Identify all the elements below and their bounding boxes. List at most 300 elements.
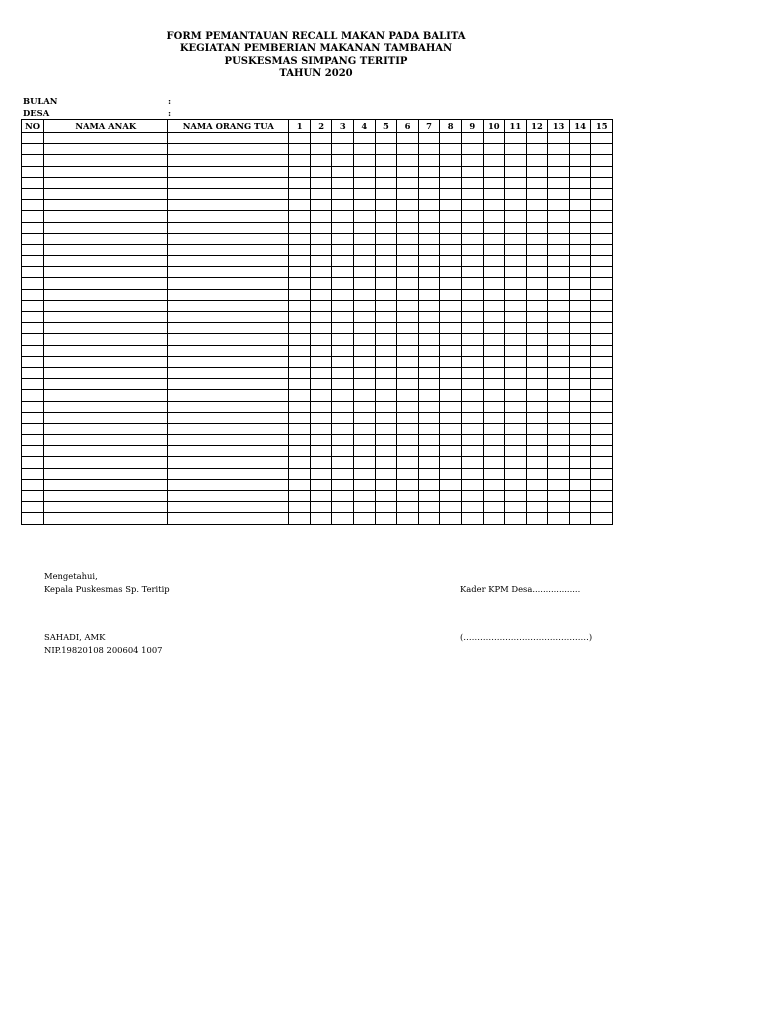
table-cell[interactable]	[440, 457, 462, 468]
table-cell[interactable]	[375, 155, 397, 166]
table-cell[interactable]	[569, 144, 591, 155]
table-cell[interactable]	[461, 289, 483, 300]
table-cell[interactable]	[569, 155, 591, 166]
table-cell[interactable]	[22, 267, 44, 278]
table-cell[interactable]	[440, 345, 462, 356]
table-cell[interactable]	[289, 412, 311, 423]
table-cell[interactable]	[375, 244, 397, 255]
table-cell[interactable]	[289, 300, 311, 311]
table-cell[interactable]	[332, 312, 354, 323]
table-cell[interactable]	[548, 502, 570, 513]
table-cell[interactable]	[397, 133, 419, 144]
table-cell[interactable]	[505, 379, 527, 390]
table-cell[interactable]	[310, 144, 332, 155]
table-cell[interactable]	[397, 435, 419, 446]
table-cell[interactable]	[505, 188, 527, 199]
table-cell[interactable]	[44, 468, 168, 479]
table-cell[interactable]	[332, 155, 354, 166]
table-cell[interactable]	[548, 144, 570, 155]
table-cell[interactable]	[591, 435, 613, 446]
table-cell[interactable]	[168, 401, 289, 412]
table-cell[interactable]	[168, 177, 289, 188]
table-cell[interactable]	[569, 323, 591, 334]
table-cell[interactable]	[548, 446, 570, 457]
table-cell[interactable]	[526, 200, 548, 211]
table-cell[interactable]	[548, 334, 570, 345]
table-cell[interactable]	[548, 345, 570, 356]
table-cell[interactable]	[505, 211, 527, 222]
table-cell[interactable]	[354, 256, 376, 267]
table-cell[interactable]	[440, 502, 462, 513]
table-cell[interactable]	[397, 323, 419, 334]
table-cell[interactable]	[44, 222, 168, 233]
table-cell[interactable]	[289, 502, 311, 513]
table-cell[interactable]	[591, 367, 613, 378]
table-cell[interactable]	[397, 278, 419, 289]
table-cell[interactable]	[168, 211, 289, 222]
table-cell[interactable]	[22, 323, 44, 334]
table-cell[interactable]	[332, 200, 354, 211]
table-cell[interactable]	[461, 513, 483, 524]
table-cell[interactable]	[332, 300, 354, 311]
table-cell[interactable]	[505, 222, 527, 233]
table-cell[interactable]	[44, 289, 168, 300]
table-cell[interactable]	[332, 367, 354, 378]
table-cell[interactable]	[461, 468, 483, 479]
table-cell[interactable]	[332, 267, 354, 278]
table-cell[interactable]	[397, 211, 419, 222]
table-cell[interactable]	[22, 423, 44, 434]
table-cell[interactable]	[289, 166, 311, 177]
table-cell[interactable]	[22, 513, 44, 524]
table-cell[interactable]	[397, 479, 419, 490]
table-cell[interactable]	[397, 188, 419, 199]
table-cell[interactable]	[526, 446, 548, 457]
table-cell[interactable]	[397, 446, 419, 457]
table-cell[interactable]	[418, 491, 440, 502]
table-cell[interactable]	[289, 491, 311, 502]
table-cell[interactable]	[168, 457, 289, 468]
table-cell[interactable]	[591, 379, 613, 390]
table-cell[interactable]	[591, 312, 613, 323]
table-cell[interactable]	[526, 211, 548, 222]
table-cell[interactable]	[591, 222, 613, 233]
table-cell[interactable]	[22, 222, 44, 233]
table-cell[interactable]	[289, 457, 311, 468]
table-cell[interactable]	[332, 356, 354, 367]
table-cell[interactable]	[569, 200, 591, 211]
table-cell[interactable]	[354, 300, 376, 311]
table-cell[interactable]	[591, 502, 613, 513]
table-cell[interactable]	[375, 133, 397, 144]
table-cell[interactable]	[332, 401, 354, 412]
table-cell[interactable]	[548, 412, 570, 423]
table-cell[interactable]	[548, 479, 570, 490]
table-cell[interactable]	[483, 211, 505, 222]
table-cell[interactable]	[22, 177, 44, 188]
table-cell[interactable]	[440, 188, 462, 199]
table-cell[interactable]	[569, 513, 591, 524]
table-cell[interactable]	[548, 188, 570, 199]
table-cell[interactable]	[440, 446, 462, 457]
table-cell[interactable]	[548, 244, 570, 255]
table-cell[interactable]	[526, 267, 548, 278]
table-cell[interactable]	[397, 412, 419, 423]
table-cell[interactable]	[168, 278, 289, 289]
table-cell[interactable]	[354, 289, 376, 300]
table-cell[interactable]	[310, 222, 332, 233]
table-cell[interactable]	[397, 177, 419, 188]
table-cell[interactable]	[354, 513, 376, 524]
table-cell[interactable]	[332, 468, 354, 479]
table-cell[interactable]	[44, 435, 168, 446]
table-cell[interactable]	[418, 367, 440, 378]
table-cell[interactable]	[310, 133, 332, 144]
table-cell[interactable]	[289, 144, 311, 155]
table-cell[interactable]	[168, 468, 289, 479]
table-cell[interactable]	[289, 345, 311, 356]
table-cell[interactable]	[332, 177, 354, 188]
table-cell[interactable]	[289, 177, 311, 188]
table-cell[interactable]	[375, 267, 397, 278]
table-cell[interactable]	[461, 300, 483, 311]
table-cell[interactable]	[505, 491, 527, 502]
table-cell[interactable]	[418, 412, 440, 423]
table-cell[interactable]	[22, 345, 44, 356]
table-cell[interactable]	[354, 423, 376, 434]
table-cell[interactable]	[168, 166, 289, 177]
table-cell[interactable]	[289, 323, 311, 334]
table-cell[interactable]	[440, 435, 462, 446]
table-cell[interactable]	[418, 166, 440, 177]
table-cell[interactable]	[461, 446, 483, 457]
table-cell[interactable]	[548, 435, 570, 446]
table-cell[interactable]	[332, 256, 354, 267]
table-cell[interactable]	[354, 367, 376, 378]
table-cell[interactable]	[526, 412, 548, 423]
table-cell[interactable]	[440, 479, 462, 490]
table-cell[interactable]	[354, 133, 376, 144]
table-cell[interactable]	[483, 479, 505, 490]
table-cell[interactable]	[22, 256, 44, 267]
table-cell[interactable]	[397, 300, 419, 311]
table-cell[interactable]	[375, 379, 397, 390]
table-cell[interactable]	[44, 233, 168, 244]
table-cell[interactable]	[569, 233, 591, 244]
table-cell[interactable]	[375, 188, 397, 199]
table-cell[interactable]	[22, 390, 44, 401]
table-cell[interactable]	[569, 446, 591, 457]
table-cell[interactable]	[418, 188, 440, 199]
table-cell[interactable]	[354, 200, 376, 211]
table-cell[interactable]	[569, 468, 591, 479]
table-cell[interactable]	[526, 155, 548, 166]
table-cell[interactable]	[461, 491, 483, 502]
table-cell[interactable]	[483, 155, 505, 166]
table-cell[interactable]	[461, 334, 483, 345]
table-cell[interactable]	[461, 367, 483, 378]
table-cell[interactable]	[22, 211, 44, 222]
table-cell[interactable]	[526, 166, 548, 177]
table-cell[interactable]	[440, 468, 462, 479]
table-cell[interactable]	[483, 468, 505, 479]
table-cell[interactable]	[483, 278, 505, 289]
table-cell[interactable]	[548, 278, 570, 289]
table-cell[interactable]	[310, 479, 332, 490]
table-cell[interactable]	[526, 300, 548, 311]
table-cell[interactable]	[332, 278, 354, 289]
table-cell[interactable]	[418, 278, 440, 289]
table-cell[interactable]	[548, 166, 570, 177]
table-cell[interactable]	[483, 300, 505, 311]
table-cell[interactable]	[526, 177, 548, 188]
table-cell[interactable]	[354, 435, 376, 446]
table-cell[interactable]	[332, 345, 354, 356]
table-cell[interactable]	[375, 390, 397, 401]
table-cell[interactable]	[168, 289, 289, 300]
table-cell[interactable]	[168, 390, 289, 401]
table-cell[interactable]	[332, 144, 354, 155]
table-cell[interactable]	[375, 300, 397, 311]
table-cell[interactable]	[483, 244, 505, 255]
table-cell[interactable]	[591, 200, 613, 211]
table-cell[interactable]	[526, 390, 548, 401]
table-cell[interactable]	[591, 300, 613, 311]
table-cell[interactable]	[461, 412, 483, 423]
table-cell[interactable]	[397, 256, 419, 267]
table-cell[interactable]	[591, 513, 613, 524]
table-cell[interactable]	[569, 244, 591, 255]
table-cell[interactable]	[310, 278, 332, 289]
table-cell[interactable]	[332, 457, 354, 468]
table-cell[interactable]	[483, 412, 505, 423]
table-cell[interactable]	[354, 334, 376, 345]
table-cell[interactable]	[354, 177, 376, 188]
table-cell[interactable]	[569, 177, 591, 188]
table-cell[interactable]	[168, 200, 289, 211]
table-cell[interactable]	[440, 144, 462, 155]
table-cell[interactable]	[461, 244, 483, 255]
table-cell[interactable]	[505, 244, 527, 255]
table-cell[interactable]	[397, 356, 419, 367]
table-cell[interactable]	[44, 300, 168, 311]
table-cell[interactable]	[397, 468, 419, 479]
table-cell[interactable]	[483, 267, 505, 278]
table-cell[interactable]	[461, 390, 483, 401]
table-cell[interactable]	[310, 188, 332, 199]
table-cell[interactable]	[44, 423, 168, 434]
table-cell[interactable]	[548, 513, 570, 524]
table-cell[interactable]	[289, 312, 311, 323]
table-cell[interactable]	[332, 222, 354, 233]
table-cell[interactable]	[332, 412, 354, 423]
table-cell[interactable]	[375, 502, 397, 513]
table-cell[interactable]	[289, 289, 311, 300]
table-cell[interactable]	[22, 133, 44, 144]
table-cell[interactable]	[461, 144, 483, 155]
table-cell[interactable]	[418, 267, 440, 278]
table-cell[interactable]	[569, 222, 591, 233]
table-cell[interactable]	[505, 401, 527, 412]
table-cell[interactable]	[289, 390, 311, 401]
table-cell[interactable]	[440, 513, 462, 524]
table-cell[interactable]	[168, 491, 289, 502]
table-cell[interactable]	[289, 233, 311, 244]
table-cell[interactable]	[375, 401, 397, 412]
table-cell[interactable]	[418, 446, 440, 457]
table-cell[interactable]	[483, 356, 505, 367]
table-cell[interactable]	[505, 479, 527, 490]
table-cell[interactable]	[483, 457, 505, 468]
table-cell[interactable]	[44, 256, 168, 267]
table-cell[interactable]	[44, 323, 168, 334]
table-cell[interactable]	[591, 211, 613, 222]
table-cell[interactable]	[418, 256, 440, 267]
table-cell[interactable]	[397, 457, 419, 468]
table-cell[interactable]	[440, 155, 462, 166]
table-cell[interactable]	[375, 356, 397, 367]
table-cell[interactable]	[548, 312, 570, 323]
table-cell[interactable]	[310, 457, 332, 468]
table-cell[interactable]	[354, 323, 376, 334]
table-cell[interactable]	[548, 289, 570, 300]
table-cell[interactable]	[44, 267, 168, 278]
table-cell[interactable]	[44, 211, 168, 222]
table-cell[interactable]	[44, 491, 168, 502]
table-cell[interactable]	[44, 379, 168, 390]
table-cell[interactable]	[418, 200, 440, 211]
table-cell[interactable]	[526, 244, 548, 255]
table-cell[interactable]	[569, 435, 591, 446]
table-cell[interactable]	[354, 401, 376, 412]
table-cell[interactable]	[440, 222, 462, 233]
table-cell[interactable]	[22, 367, 44, 378]
table-cell[interactable]	[310, 345, 332, 356]
table-cell[interactable]	[548, 177, 570, 188]
table-cell[interactable]	[44, 144, 168, 155]
table-cell[interactable]	[375, 289, 397, 300]
table-cell[interactable]	[44, 155, 168, 166]
table-cell[interactable]	[289, 155, 311, 166]
table-cell[interactable]	[483, 401, 505, 412]
table-cell[interactable]	[354, 491, 376, 502]
table-cell[interactable]	[289, 278, 311, 289]
table-cell[interactable]	[591, 345, 613, 356]
table-cell[interactable]	[591, 144, 613, 155]
table-cell[interactable]	[332, 334, 354, 345]
table-cell[interactable]	[569, 188, 591, 199]
table-cell[interactable]	[569, 256, 591, 267]
table-cell[interactable]	[548, 379, 570, 390]
table-cell[interactable]	[354, 233, 376, 244]
table-cell[interactable]	[310, 256, 332, 267]
table-cell[interactable]	[461, 256, 483, 267]
table-cell[interactable]	[418, 379, 440, 390]
table-cell[interactable]	[526, 479, 548, 490]
table-cell[interactable]	[375, 211, 397, 222]
table-cell[interactable]	[548, 300, 570, 311]
table-cell[interactable]	[461, 345, 483, 356]
table-cell[interactable]	[548, 233, 570, 244]
table-cell[interactable]	[548, 155, 570, 166]
table-cell[interactable]	[440, 412, 462, 423]
table-cell[interactable]	[483, 502, 505, 513]
table-cell[interactable]	[505, 155, 527, 166]
table-cell[interactable]	[461, 423, 483, 434]
table-cell[interactable]	[310, 412, 332, 423]
table-cell[interactable]	[440, 356, 462, 367]
table-cell[interactable]	[526, 513, 548, 524]
table-cell[interactable]	[418, 177, 440, 188]
table-cell[interactable]	[461, 379, 483, 390]
table-cell[interactable]	[505, 278, 527, 289]
table-cell[interactable]	[569, 367, 591, 378]
table-cell[interactable]	[505, 502, 527, 513]
table-cell[interactable]	[418, 244, 440, 255]
table-cell[interactable]	[440, 289, 462, 300]
table-cell[interactable]	[332, 166, 354, 177]
table-cell[interactable]	[591, 446, 613, 457]
table-cell[interactable]	[375, 412, 397, 423]
table-cell[interactable]	[375, 233, 397, 244]
table-cell[interactable]	[440, 312, 462, 323]
table-cell[interactable]	[397, 233, 419, 244]
table-cell[interactable]	[591, 412, 613, 423]
table-cell[interactable]	[526, 401, 548, 412]
table-cell[interactable]	[332, 211, 354, 222]
table-cell[interactable]	[548, 423, 570, 434]
table-cell[interactable]	[22, 188, 44, 199]
table-cell[interactable]	[548, 200, 570, 211]
table-cell[interactable]	[548, 323, 570, 334]
table-cell[interactable]	[505, 446, 527, 457]
table-cell[interactable]	[44, 200, 168, 211]
table-cell[interactable]	[310, 211, 332, 222]
table-cell[interactable]	[418, 222, 440, 233]
table-cell[interactable]	[526, 435, 548, 446]
table-cell[interactable]	[22, 200, 44, 211]
table-cell[interactable]	[461, 502, 483, 513]
table-cell[interactable]	[332, 390, 354, 401]
table-cell[interactable]	[168, 300, 289, 311]
table-cell[interactable]	[440, 166, 462, 177]
table-cell[interactable]	[354, 345, 376, 356]
table-cell[interactable]	[44, 446, 168, 457]
table-cell[interactable]	[310, 166, 332, 177]
table-cell[interactable]	[375, 491, 397, 502]
table-cell[interactable]	[591, 188, 613, 199]
table-cell[interactable]	[289, 188, 311, 199]
table-cell[interactable]	[168, 379, 289, 390]
table-cell[interactable]	[44, 412, 168, 423]
table-cell[interactable]	[418, 513, 440, 524]
table-cell[interactable]	[440, 423, 462, 434]
table-cell[interactable]	[168, 155, 289, 166]
table-cell[interactable]	[418, 211, 440, 222]
table-cell[interactable]	[505, 177, 527, 188]
table-cell[interactable]	[44, 401, 168, 412]
table-cell[interactable]	[289, 211, 311, 222]
table-cell[interactable]	[418, 468, 440, 479]
table-cell[interactable]	[168, 513, 289, 524]
table-cell[interactable]	[505, 312, 527, 323]
table-cell[interactable]	[22, 401, 44, 412]
table-cell[interactable]	[332, 379, 354, 390]
table-cell[interactable]	[483, 144, 505, 155]
table-cell[interactable]	[483, 390, 505, 401]
table-cell[interactable]	[569, 211, 591, 222]
table-cell[interactable]	[310, 300, 332, 311]
